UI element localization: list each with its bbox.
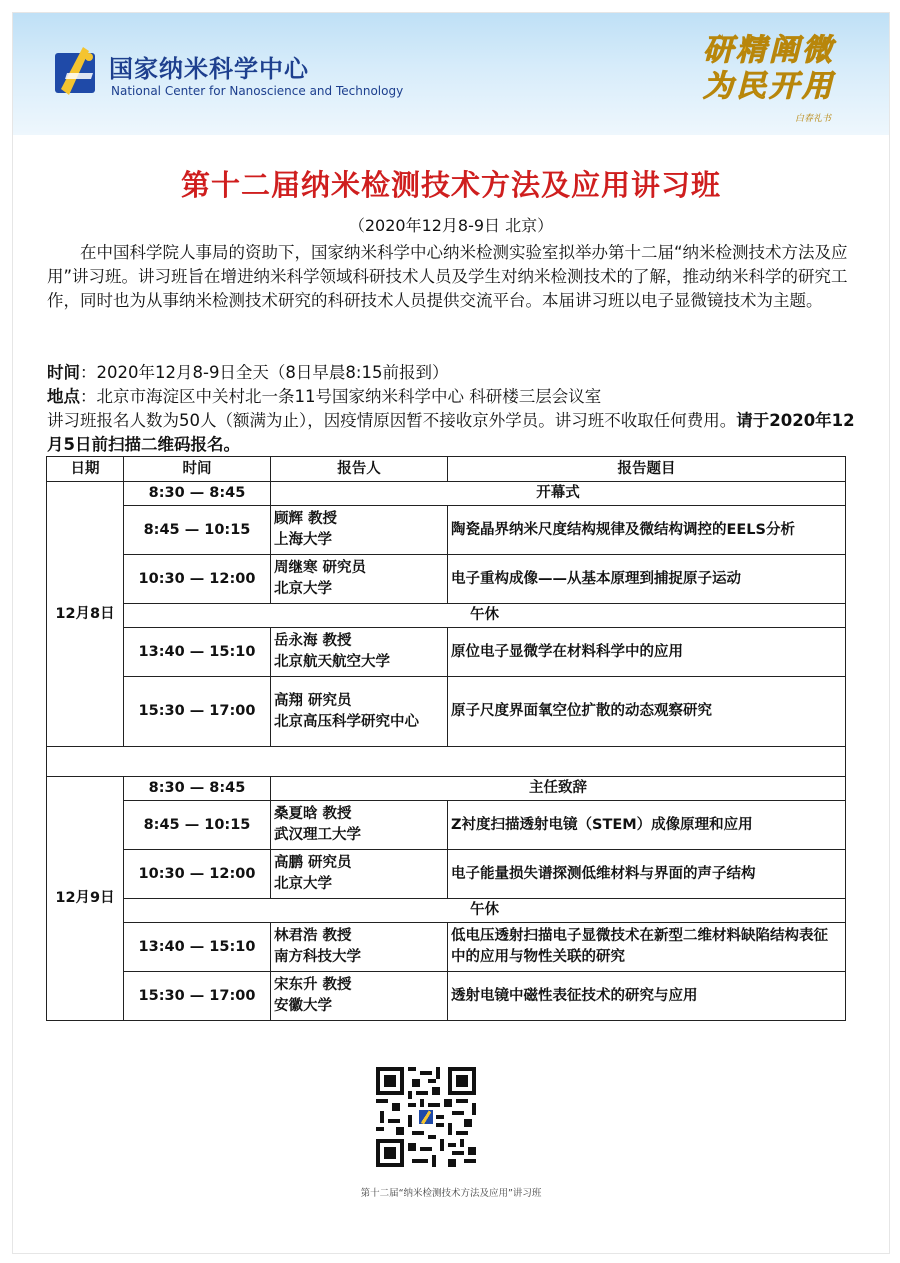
speaker-affiliation: 北京大学: [274, 581, 332, 597]
table-row: [47, 604, 846, 628]
day1-lunch: 午休: [124, 604, 846, 628]
table-row: [47, 850, 846, 899]
table-row: [47, 482, 846, 506]
day2-lunch: 午休: [124, 899, 846, 923]
day2-row5-time: 13:40 — 15:10: [124, 923, 271, 972]
footer-caption: 第十二届“纳米检测技术方法及应用”讲习班: [360, 1188, 542, 1199]
table-row: [47, 899, 846, 923]
day2-row2-time: 8:45 — 10:15: [124, 801, 271, 850]
header-topic: 报告题目: [448, 457, 846, 482]
speaker-name: 宋东升 教授: [274, 977, 352, 993]
intro-text: 在中国科学院人事局的资助下，国家纳米科学中心纳米检测实验室拟举办第十二届“纳米检测技术方法及应用”讲习班。讲习班旨在增进纳米科学领域科研技术人员及学生对纳米检测技术的了解，推动纳米科学的研究工作，同时也为从事纳米检测技术研究的科研技术人员提供交流平台。本届讲习班以电子显微镜技术为主题。: [47, 243, 848, 310]
day2-row5-topic: 低电压透射扫描电子显微技术在新型二维材料缺陷结构表征中的应用与物性关联的研究: [448, 923, 846, 972]
day2-address: 主任致辞: [271, 777, 846, 801]
speaker-name: 高鹏 研究员: [274, 855, 352, 871]
day1-row3-time: 10:30 — 12:00: [124, 555, 271, 604]
table-row: [47, 801, 846, 850]
day1-row2-time: 8:45 — 10:15: [124, 506, 271, 555]
time-value: ：2020年12月8-9日全天（8日早晨8:15前报到）: [80, 363, 449, 382]
speaker-name: 桑夏晗 教授: [274, 806, 352, 822]
speaker-name: 林君浩 教授: [274, 928, 352, 944]
day2-row6-time: 15:30 — 17:00: [124, 972, 271, 1021]
table-spacer-row: [47, 747, 846, 777]
speaker-affiliation: 北京航天航空大学: [274, 654, 390, 670]
motto-line-1: 研精阐微: [703, 33, 835, 68]
schedule-table: [46, 456, 846, 1021]
day1-row5-time: 13:40 — 15:10: [124, 628, 271, 677]
day1-row6-topic: 原子尺度界面氧空位扩散的动态观察研究: [448, 677, 846, 747]
speaker-affiliation: 上海大学: [274, 532, 332, 548]
day1-date: 12月8日: [47, 482, 124, 747]
day2-row5-speaker: [271, 923, 448, 972]
day2-row3-speaker: [271, 850, 448, 899]
day2-row2-topic: Z衬度扫描透射电镜（STEM）成像原理和应用: [448, 801, 846, 850]
table-row: [47, 972, 846, 1021]
speaker-affiliation: 北京大学: [274, 876, 332, 892]
registration-text: 讲习班报名人数为50人（额满为止），因疫情原因暂不接收京外学员。讲习班不收取任何费用。: [47, 411, 737, 430]
table-row: [47, 506, 846, 555]
nanocenter-logo-icon: [53, 43, 99, 99]
header-banner: [13, 13, 889, 135]
day1-opening: 开幕式: [271, 482, 846, 506]
day2-row3-time: 10:30 — 12:00: [124, 850, 271, 899]
time-line: [47, 361, 859, 385]
day1-row3-topic: 电子重构成像——从基本原理到捕捉原子运动: [448, 555, 846, 604]
header-time: 时间: [124, 457, 271, 482]
day1-row3-speaker: [271, 555, 448, 604]
place-line: [47, 385, 859, 409]
registration-deadline: 请于2020年12月5日前扫描二维码报名。: [47, 411, 855, 454]
speaker-name: 岳永海 教授: [274, 633, 352, 649]
day2-row6-speaker: [271, 972, 448, 1021]
page-title: 第十二届纳米检测技术方法及应用讲习班: [180, 168, 721, 202]
table-row: [47, 923, 846, 972]
speaker-affiliation: 武汉理工大学: [274, 827, 361, 843]
day2-row2-speaker: [271, 801, 448, 850]
org-name-cn: 国家纳米科学中心: [109, 55, 309, 83]
table-row: [47, 677, 846, 747]
day1-row5-topic: 原位电子显微学在材料科学中的应用: [448, 628, 846, 677]
place-label: 地点: [47, 387, 80, 406]
table-header-row: [47, 457, 846, 482]
spacer-cell: [47, 747, 846, 777]
day1-row1-time: 8:30 — 8:45: [124, 482, 271, 506]
day1-row6-time: 15:30 — 17:00: [124, 677, 271, 747]
intro-paragraph: [47, 241, 859, 313]
speaker-name: 周继寒 研究员: [274, 560, 367, 576]
motto-signature: 白春礼书: [795, 114, 832, 124]
poster-page: [12, 12, 890, 1254]
speaker-affiliation: 北京高压科学研究中心: [274, 713, 419, 730]
motto-line-2: 为民开用: [703, 69, 835, 104]
day2-row6-topic: 透射电镜中磁性表征技术的研究与应用: [448, 972, 846, 1021]
org-name-en: National Center for Nanoscience and Technology: [111, 84, 404, 98]
speaker-name: 高翔 研究员: [274, 692, 352, 709]
day2-date: 12月9日: [47, 777, 124, 1021]
qr-code-icon[interactable]: [376, 1067, 476, 1167]
speaker-affiliation: 南方科技大学: [274, 949, 361, 965]
speaker-affiliation: 安徽大学: [274, 998, 332, 1014]
table-row: [47, 555, 846, 604]
day1-row2-speaker: [271, 506, 448, 555]
header-date: 日期: [47, 457, 124, 482]
day2-row3-topic: 电子能量损失谱探测低维材料与界面的声子结构: [448, 850, 846, 899]
header-speaker: 报告人: [271, 457, 448, 482]
page-subtitle: （2020年12月8-9日 北京）: [348, 216, 554, 235]
day2-row1-time: 8:30 — 8:45: [124, 777, 271, 801]
motto: [669, 33, 869, 105]
day1-row5-speaker: [271, 628, 448, 677]
table-row: [47, 628, 846, 677]
day1-row2-topic: 陶瓷晶界纳米尺度结构规律及微结构调控的EELS分析: [448, 506, 846, 555]
speaker-name: 顾辉 教授: [274, 511, 338, 527]
time-label: 时间: [47, 363, 80, 382]
registration-note: [47, 409, 859, 457]
table-row: [47, 777, 846, 801]
day1-row6-speaker: [271, 677, 448, 747]
place-value: ：北京市海淀区中关村北一条11号国家纳米科学中心 科研楼三层会议室: [80, 387, 602, 406]
